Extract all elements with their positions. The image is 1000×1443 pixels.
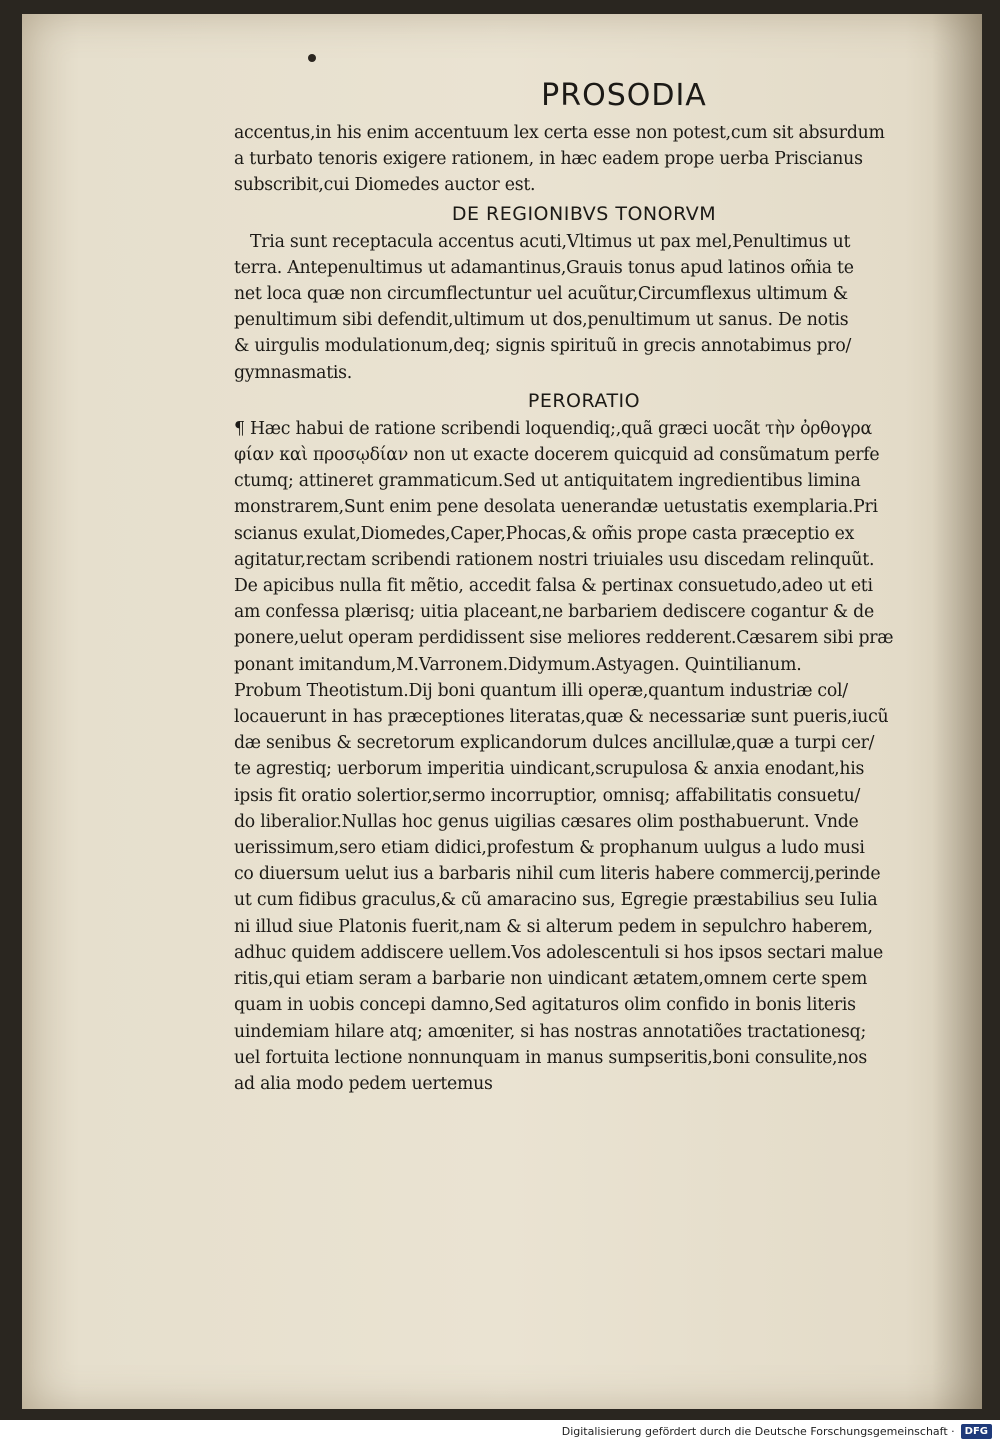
text-line: locauerunt in has præceptiones literatas,quæ & necessariæ sunt pueris,iucũ bbox=[234, 707, 889, 728]
section-peroratio bbox=[234, 416, 934, 1097]
section-regionibus bbox=[234, 229, 934, 386]
text-line: ctumq; attineret grammaticum.Sed ut antiquitatem ingredientibus limina bbox=[234, 471, 861, 492]
text-line: terra. Antepenultimus ut adamantinus,Grauis tonus apud latinos om̃ia te bbox=[234, 257, 854, 278]
funding-text: Digitalisierung gefördert durch die Deutsche Forschungsgemeinschaft · bbox=[561, 1425, 955, 1438]
book-page bbox=[22, 14, 982, 1409]
text-line: ¶ Hæc habui de ratione scribendi loquendiq;,quã græci uocãt τὴν ὀρθογρα bbox=[234, 418, 872, 439]
text-line: De apicibus nulla fit mẽtio, accedit falsa & pertinax consuetudo,adeo ut eti bbox=[234, 576, 873, 597]
heading-peroratio: PERORATIO bbox=[527, 389, 641, 412]
text-line: gymnasmatis. bbox=[234, 362, 353, 383]
text-line: ponere,uelut operam perdidissent sise meliores redderent.Cæsarem sibi præ bbox=[234, 628, 894, 649]
text-line: ni illud siue Platonis fuerit,nam & si alterum pedem in sepulchro haberem, bbox=[234, 916, 873, 937]
page-text-block bbox=[234, 74, 934, 1097]
text-line: ad alia modo pedem uertemus bbox=[234, 1073, 493, 1094]
funding-footer bbox=[0, 1420, 1000, 1443]
dfg-logo: DFG bbox=[961, 1424, 992, 1439]
text-line: monstrarem,Sunt enim pene desolata uenerandæ uetustatis exemplaria.Pri bbox=[234, 497, 878, 518]
text-line: ipsis fit oratio solertior,sermo incorruptior, omnisq; affabilitatis consuetu/ bbox=[234, 785, 861, 806]
ink-spot bbox=[308, 54, 316, 62]
text-line: uel fortuita lectione nonnunquam in manus sumpseritis,boni consulite,nos bbox=[234, 1047, 867, 1068]
text-line: Probum Theotistum.Dij boni quantum illi operæ,quantum industriæ col/ bbox=[234, 680, 848, 701]
text-line: quam in uobis concepi damno,Sed agitaturos olim confido in bonis literis bbox=[234, 995, 856, 1016]
text-line: uindemiam hilare atq; amœniter, si has nostras annotatiões tractationesq; bbox=[234, 1021, 867, 1042]
running-head: PROSODIA bbox=[541, 78, 707, 113]
text-line: am confessa plærisq; uitia placeant,ne barbariem dediscere cogantur & de bbox=[234, 602, 874, 623]
text-line: agitatur,rectam scribendi rationem nostri triuiales usu discedam relinquũt. bbox=[234, 549, 875, 570]
text-line: do liberalior.Nullas hoc genus uigilias cæsares olim posthabuerunt. Vnde bbox=[234, 811, 859, 832]
text-line: subscribit,cui Diomedes auctor est. bbox=[234, 175, 536, 196]
text-line: φίαν καὶ προσῳδίαν non ut exacte docerem quicquid ad consũmatum perfe bbox=[234, 445, 880, 466]
text-line: net loca quæ non circumflectuntur uel acuũtur,Circumflexus ultimum & bbox=[234, 284, 848, 305]
text-line: a turbato tenoris exigere rationem, in hæc eadem prope uerba Priscianus bbox=[234, 149, 863, 170]
text-line: accentus,in his enim accentuum lex certa esse non potest,cum sit absurdum bbox=[234, 123, 885, 143]
text-line: penultimum sibi defendit,ultimum ut dos,penultimum ut sanus. De notis bbox=[234, 310, 849, 331]
section-accentus bbox=[234, 120, 934, 199]
text-line: scianus exulat,Diomedes,Caper,Phocas,& om̃is prope casta præceptio ex bbox=[234, 523, 855, 544]
text-line: uerissimum,sero etiam didici,profestum & prophanum uulgus a ludo musi bbox=[234, 838, 865, 859]
text-line: ut cum fidibus graculus,& cũ amaracino sus, Egregie præstabilius seu Iulia bbox=[234, 890, 878, 911]
text-line: ritis,qui etiam seram a barbarie non uindicant ætatem,omnem certe spem bbox=[234, 969, 868, 990]
text-line: Tria sunt receptacula accentus acuti,Vltimus ut pax mel,Penultimus ut bbox=[250, 231, 851, 252]
text-line: & uirgulis modulationum,deq; signis spirituũ in grecis annotabimus pro/ bbox=[234, 336, 852, 357]
text-line: co diuersum uelut ius a barbaris nihil cum literis habere commercij,perinde bbox=[234, 864, 881, 885]
heading-de-regionibus-tonorum: DE REGIONIBVS TONORVM bbox=[451, 202, 717, 225]
text-line: adhuc quidem addiscere uellem.Vos adolescentuli si hos ipsos sectari malue bbox=[234, 942, 884, 963]
text-line: dæ senibus & secretorum explicandorum dulces ancillulæ,quæ a turpi cer/ bbox=[234, 733, 875, 754]
text-line: ponant imitandum,M.Varronem.Didymum.Astyagen. Quintilianum. bbox=[234, 654, 802, 675]
text-line: te agrestiq; uerborum imperitia uindicant,scrupulosa & anxia enodant,his bbox=[234, 759, 865, 780]
